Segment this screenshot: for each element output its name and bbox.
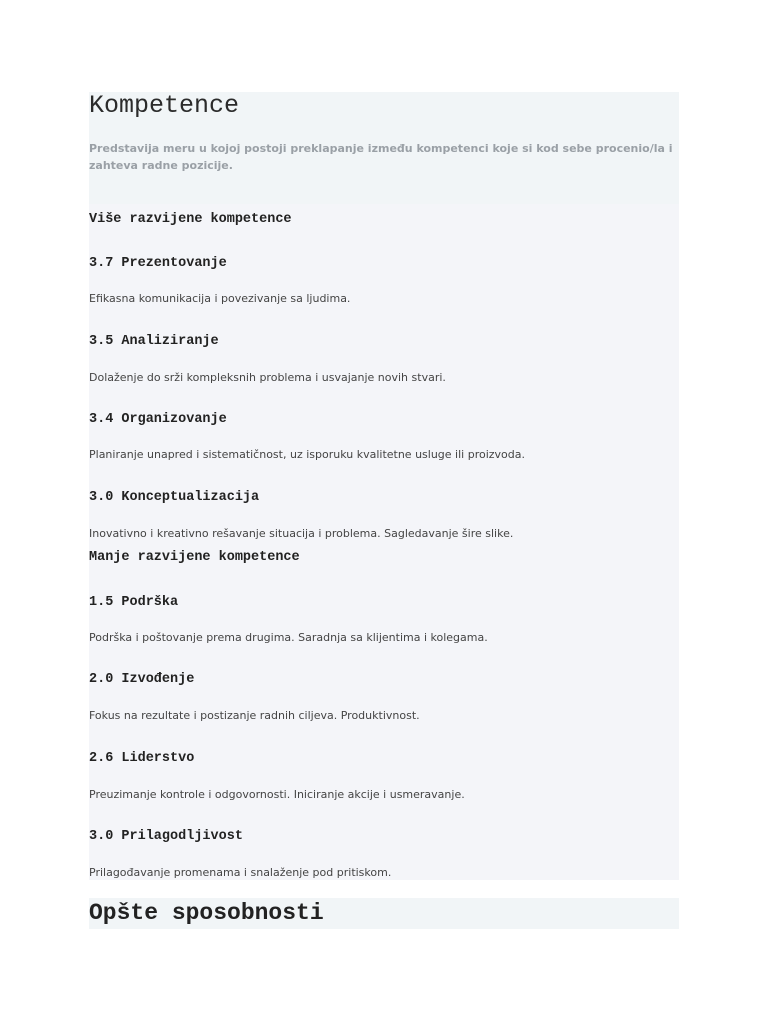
competence-title: 3.0 Konceptualizacija — [89, 490, 260, 505]
competence-description: Prilagođavanje promenama i snalaženje pod pritiskom. — [89, 866, 392, 879]
competence-description: Planiranje unapred i sistematičnost, uz isporuku kvalitetne usluge ili proizvoda. — [89, 448, 525, 461]
competence-description: Preuzimanje kontrole i odgovornosti. Iniciranje akcije i usmeravanje. — [89, 788, 465, 801]
page-intro: Predstavija meru u kojoj postoji preklapanje između kompetenci koje si kod sebe procenio/la i zahteva radne pozicije. — [89, 142, 673, 172]
competence-description: Efikasna komunikacija i povezivanje sa ljudima. — [89, 292, 351, 305]
competence-title: 3.7 Prezentovanje — [89, 256, 227, 271]
competence-description: Fokus na rezultate i postizanje radnih ciljeva. Produktivnost. — [89, 709, 420, 722]
competence-title: 3.4 Organizovanje — [89, 412, 227, 427]
competence-description: Dolaženje do srži kompleksnih problema i usvajanje novih stvari. — [89, 371, 446, 384]
competence-title: 1.5 Podrška — [89, 595, 179, 610]
competence-title: 2.0 Izvođenje — [89, 672, 195, 687]
competence-title: 3.5 Analiziranje — [89, 334, 219, 349]
page-title: Kompetence — [89, 91, 240, 120]
competence-title: 3.0 Prilagodljivost — [89, 829, 243, 844]
competence-title: 2.6 Liderstvo — [89, 751, 195, 766]
next-section-title: Opšte sposobnosti — [89, 900, 324, 926]
less-developed-heading: Manje razvijene kompetence — [89, 550, 300, 565]
competence-description: Podrška i poštovanje prema drugima. Saradnja sa klijentima i kolegama. — [89, 631, 488, 644]
more-developed-heading: Više razvijene kompetence — [89, 212, 292, 227]
competence-description: Inovativno i kreativno rešavanje situacija i problema. Sagledavanje šire slike. — [89, 527, 514, 540]
